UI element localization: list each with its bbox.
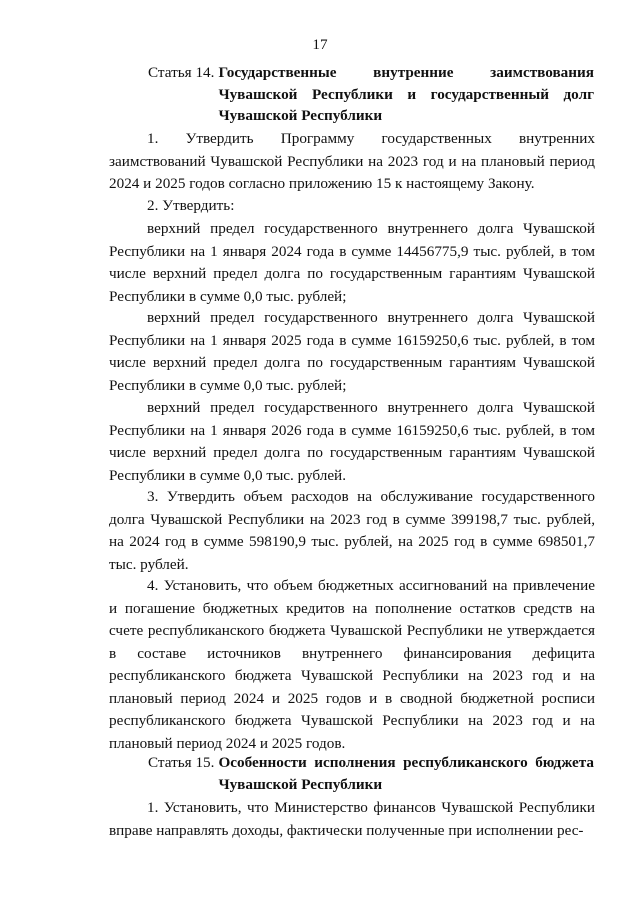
article-15-title: Особенности исполнения республиканского бюджета Чувашской Республики <box>218 754 594 793</box>
page-number: 17 <box>312 36 328 53</box>
article-14-paragraph-3: верхний предел государственного внутреннего долга Чувашской Республики на 1 января 2024 года в сумме 14456775,9 тыс. рублей, в том числе верхний предел долга по государственным гарантиям Чувашской Республики в сумме 0,0 тыс. рублей; <box>109 220 595 305</box>
article-14-paragraph-1: 1. Утвердить Программу государственных внутренних заимствований Чувашской Республики на 2023 год и на плановый период 2024 и 2025 годов согласно приложению 15 к настоящему Закону. <box>109 130 595 192</box>
article-15-paragraph-1: 1. Установить, что Министерство финансов Чувашской Республики вправе направлять доходы, фактически полученные при исполнении рес- <box>109 799 595 839</box>
article-14-paragraph-5: верхний предел государственного внутреннего долга Чувашской Республики на 1 января 2026 года в сумме 16159250,6 тыс. рублей, в том числе верхний предел долга по государственным гарантиям Чувашской Республики в сумме 0,0 тыс. рублей. <box>109 399 595 484</box>
article-14-title: Государственные внутренние заимствования Чувашской Республики и государственный долг Чувашской Республики <box>218 64 594 125</box>
article-14-paragraph-6: 3. Утвердить объем расходов на обслуживание государственного долга Чувашской Республики на 2023 год в сумме 399198,7 тыс. рублей, на 2024 год в сумме 598190,9 тыс. рублей, на 2025 год в сумме 698501,7 тыс. рублей. <box>109 488 595 573</box>
article-15-number: Статья 15. <box>148 754 215 771</box>
article-14-number: Статья 14. <box>148 64 215 81</box>
article-14-heading <box>148 62 594 127</box>
article-14-paragraph-2: 2. Утвердить: <box>147 197 235 214</box>
article-15-heading <box>148 752 594 795</box>
article-14-paragraph-4: верхний предел государственного внутреннего долга Чувашской Республики на 1 января 2025 года в сумме 16159250,6 тыс. рублей, в том числе верхний предел долга по государственным гарантиям Чувашской Республики в сумме 0,0 тыс. рублей; <box>109 309 595 394</box>
article-14-paragraph-7: 4. Установить, что объем бюджетных ассигнований на привлечение и погашение бюджетных кредитов на пополнение остатков средств на счете республиканского бюджета Чувашской Республики не утверждается в составе источников внутреннего финансирования дефицита республиканского бюджета Чувашской Республики на 2023 год и на плановый период 2024 и 2025 годов и в сводной бюджетной росписи республиканского бюджета Чувашской Республики на 2023 год и на плановый период 2024 и 2025 годов. <box>109 577 595 752</box>
